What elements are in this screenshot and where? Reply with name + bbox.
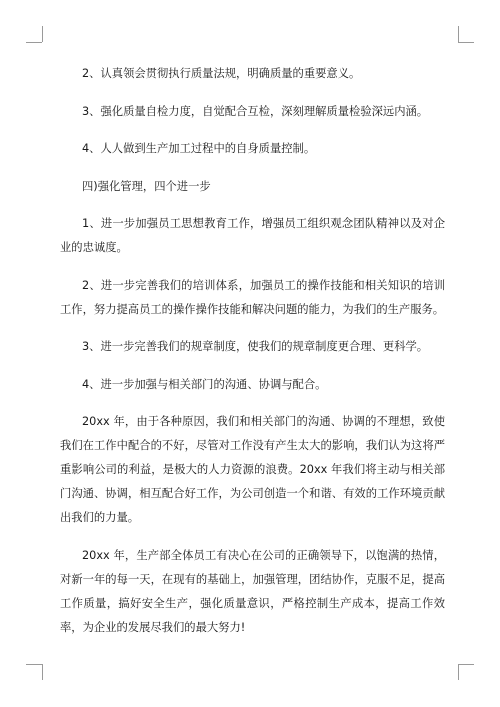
page-corner-mark-bottom-right <box>458 664 475 681</box>
paragraph: 20xx 年，生产部全体员工有决心在公司的正确领导下，以饱满的热情，对新一年的每一天，在现有的基础上，加强管理，团结协作，克服不足，提高工作质量，搞好安全生产，强化质量意识，严格控制生产成本，提高工作效率，为企业的发展尽我们的最大努力! <box>60 548 445 634</box>
page-corner-mark-bottom-left <box>26 664 43 681</box>
page-corner-mark-top-left <box>26 26 43 43</box>
paragraph: 4、人人做到生产加工过程中的自身质量控制。 <box>82 142 316 155</box>
paragraph: 20xx 年，由于各种原因，我们和相关部门的沟通、协调的不理想，致使我们在工作中配合的不好，尽管对工作没有产生太大的影响，我们认为这将严重影响公司的利益，是极大的人力资源的浪费。20xx 年我们将主动与相关部门沟通、协调，相互配合好工作，为公司创造一个和谐、有效的工作环境贡献出我们的力量。 <box>60 415 445 524</box>
page-corner-mark-top-right <box>458 26 475 43</box>
paragraph: 3、进一步完善我们的规章制度，使我们的规章制度更合理、更科学。 <box>82 340 429 353</box>
document-body <box>60 62 445 653</box>
section-heading: 四)强化管理，四个进一步 <box>82 179 211 193</box>
paragraph: 1、进一步加强员工思想教育工作，增强员工组织观念团队精神以及对企业的忠诚度。 <box>60 217 445 254</box>
paragraph: 2、认真领会贯彻执行质量法规，明确质量的重要意义。 <box>82 67 361 80</box>
paragraph: 2、进一步完善我们的培训体系，加强员工的操作技能和相关知识的培训工作，努力提高员工的操作操作技能和解决问题的能力，为我们的生产服务。 <box>60 278 445 316</box>
paragraph: 3、强化质量自检力度，自觉配合互检，深刻理解质量检验深远内涵。 <box>82 104 429 118</box>
paragraph: 4、进一步加强与相关部门的沟通、协调与配合。 <box>82 377 327 391</box>
